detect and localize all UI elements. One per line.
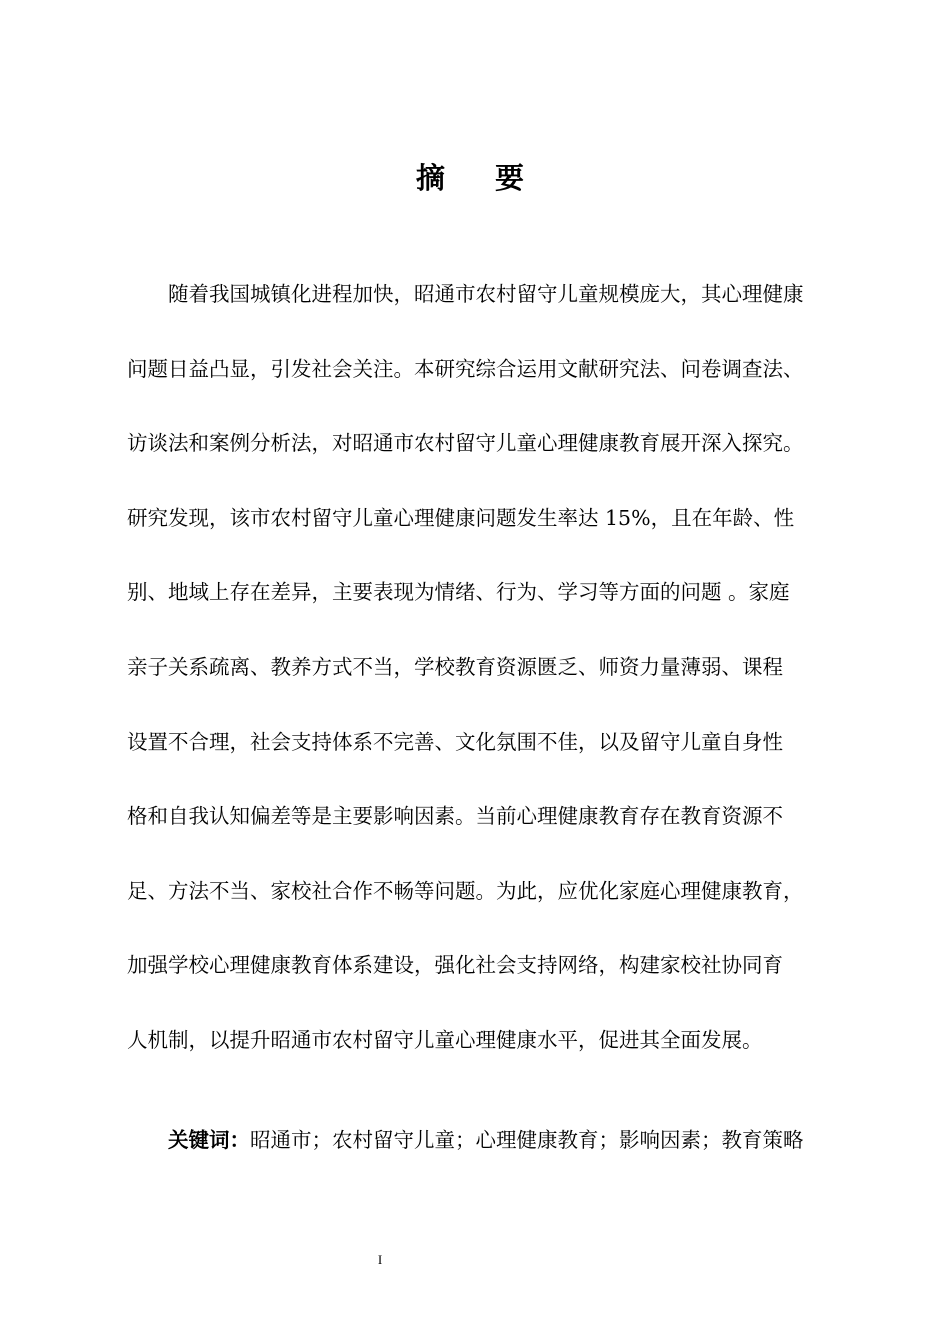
- abstract-line: 亲子关系疏离、教养方式不当，学校教育资源匮乏、师资力量薄弱、课程: [127, 654, 783, 679]
- keywords-section: [127, 1120, 908, 1160]
- page-title: 摘要: [415, 161, 574, 195]
- abstract-line: 研究发现，该市农村留守儿童心理健康问题发生率达 15%，且在年龄、性: [127, 505, 795, 530]
- abstract-line: 人机制，以提升昭通市农村留守儿童心理健康水平，促进其全面发展。: [127, 1027, 763, 1052]
- abstract-line: 足、方法不当、家校社合作不畅等问题。为此，应优化家庭心理健康教育，: [127, 878, 804, 903]
- abstract-line: 设置不合理，社会支持体系不完善、文化氛围不佳，以及留守儿童自身性: [127, 729, 783, 754]
- keywords-label: 关键词：: [168, 1128, 250, 1152]
- keywords-list: 昭通市；农村留守儿童；心理健康教育；影响因素；教育策略: [250, 1128, 804, 1152]
- abstract-line: 加强学校心理健康教育体系建设，强化社会支持网络，构建家校社协同育: [127, 953, 783, 978]
- abstract-line: 随着我国城镇化进程加快，昭通市农村留守儿童规模庞大，其心理健康: [168, 282, 804, 306]
- abstract-line: 问题日益凸显，引发社会关注。本研究综合运用文献研究法、问卷调查法、: [127, 356, 804, 381]
- abstract-line: 别、地域上存在差异，主要表现为情绪、行为、学习等方面的问题 。家庭: [127, 580, 790, 605]
- page-number: I: [377, 1252, 383, 1267]
- abstract-body: [127, 274, 867, 1095]
- abstract-line: 格和自我认知偏差等是主要影响因素。当前心理健康教育存在教育资源不: [127, 804, 783, 829]
- abstract-line: 访谈法和案例分析法，对昭通市农村留守儿童心理健康教育展开深入探究。: [127, 431, 804, 456]
